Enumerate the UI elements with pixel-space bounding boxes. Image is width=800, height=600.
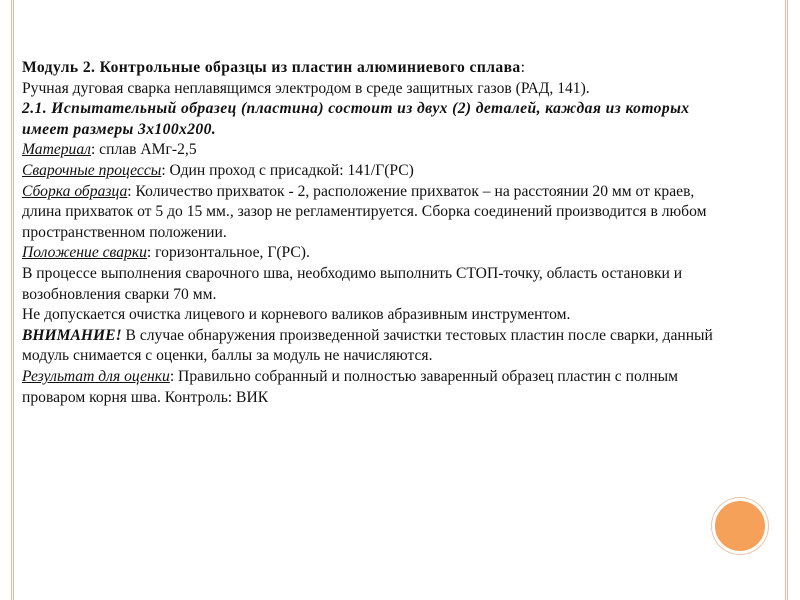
left-border-line <box>13 0 14 600</box>
result-line <box>22 367 722 408</box>
no-cleaning-note: Не допускается очистка лицевого и корневого валиков абразивным инструментом. <box>22 306 571 324</box>
position-value: : горизонтальное, Г(РС). <box>146 244 310 262</box>
module-title-colon: : <box>520 59 525 76</box>
warning-text: В случае обнаружения произведенной зачистки тестовых пластин после сварки, данный модуль снимается с оценки, баллы за модуль не начисляются. <box>22 326 713 365</box>
processes-value: : Один проход с присадкой: 141/Г(РС) <box>161 161 414 179</box>
assembly-value: : Количество прихваток - 2, расположение прихваток – на расстоянии 20 мм от краев, длина прихваток от 5 до 15 мм., зазор не регламентируется. Сборка соединений производится в любом пространственном положении. <box>22 182 707 241</box>
right-border-line <box>785 0 786 600</box>
result-value: : Правильно собранный и полностью заваренный образец пластин с полным проваром корня шва. Контроль: ВИК <box>22 367 679 406</box>
position-label: Положение сварки <box>22 244 147 262</box>
slide-body <box>22 58 722 408</box>
left-border-line <box>11 0 12 600</box>
result-label: Результат для оценки <box>22 367 170 385</box>
module-title-line <box>22 58 722 79</box>
process-line: Ручная дуговая сварка неплавящимся электродом в среде защитных газов (РАД, 141). <box>22 79 590 97</box>
section-heading: 2.1. Испытательный образец (пластина) состоит из двух (2) деталей, каждая из которых имеет размеры 3x100x200. <box>22 100 690 138</box>
processes-line <box>22 161 722 182</box>
top-band <box>14 0 785 10</box>
module-title: Модуль 2. Контрольные образцы из пластин алюминиевого сплава <box>22 59 521 76</box>
material-label: Материал <box>22 141 91 159</box>
material-line <box>22 140 722 161</box>
accent-circle <box>712 498 768 554</box>
warning-line <box>22 326 722 367</box>
right-border-line <box>787 0 788 600</box>
material-value: : сплав АМг-2,5 <box>90 141 197 159</box>
stop-point-note: В процессе выполнения сварочного шва, необходимо выполнить СТОП-точку, область остановки и возобновления сварки 70 мм. <box>22 264 683 303</box>
assembly-line <box>22 182 722 244</box>
warning-label: ВНИМАНИЕ! <box>22 326 122 344</box>
assembly-label: Сборка образца <box>22 182 128 200</box>
position-line <box>22 243 722 264</box>
processes-label: Сварочные процессы <box>22 161 162 179</box>
